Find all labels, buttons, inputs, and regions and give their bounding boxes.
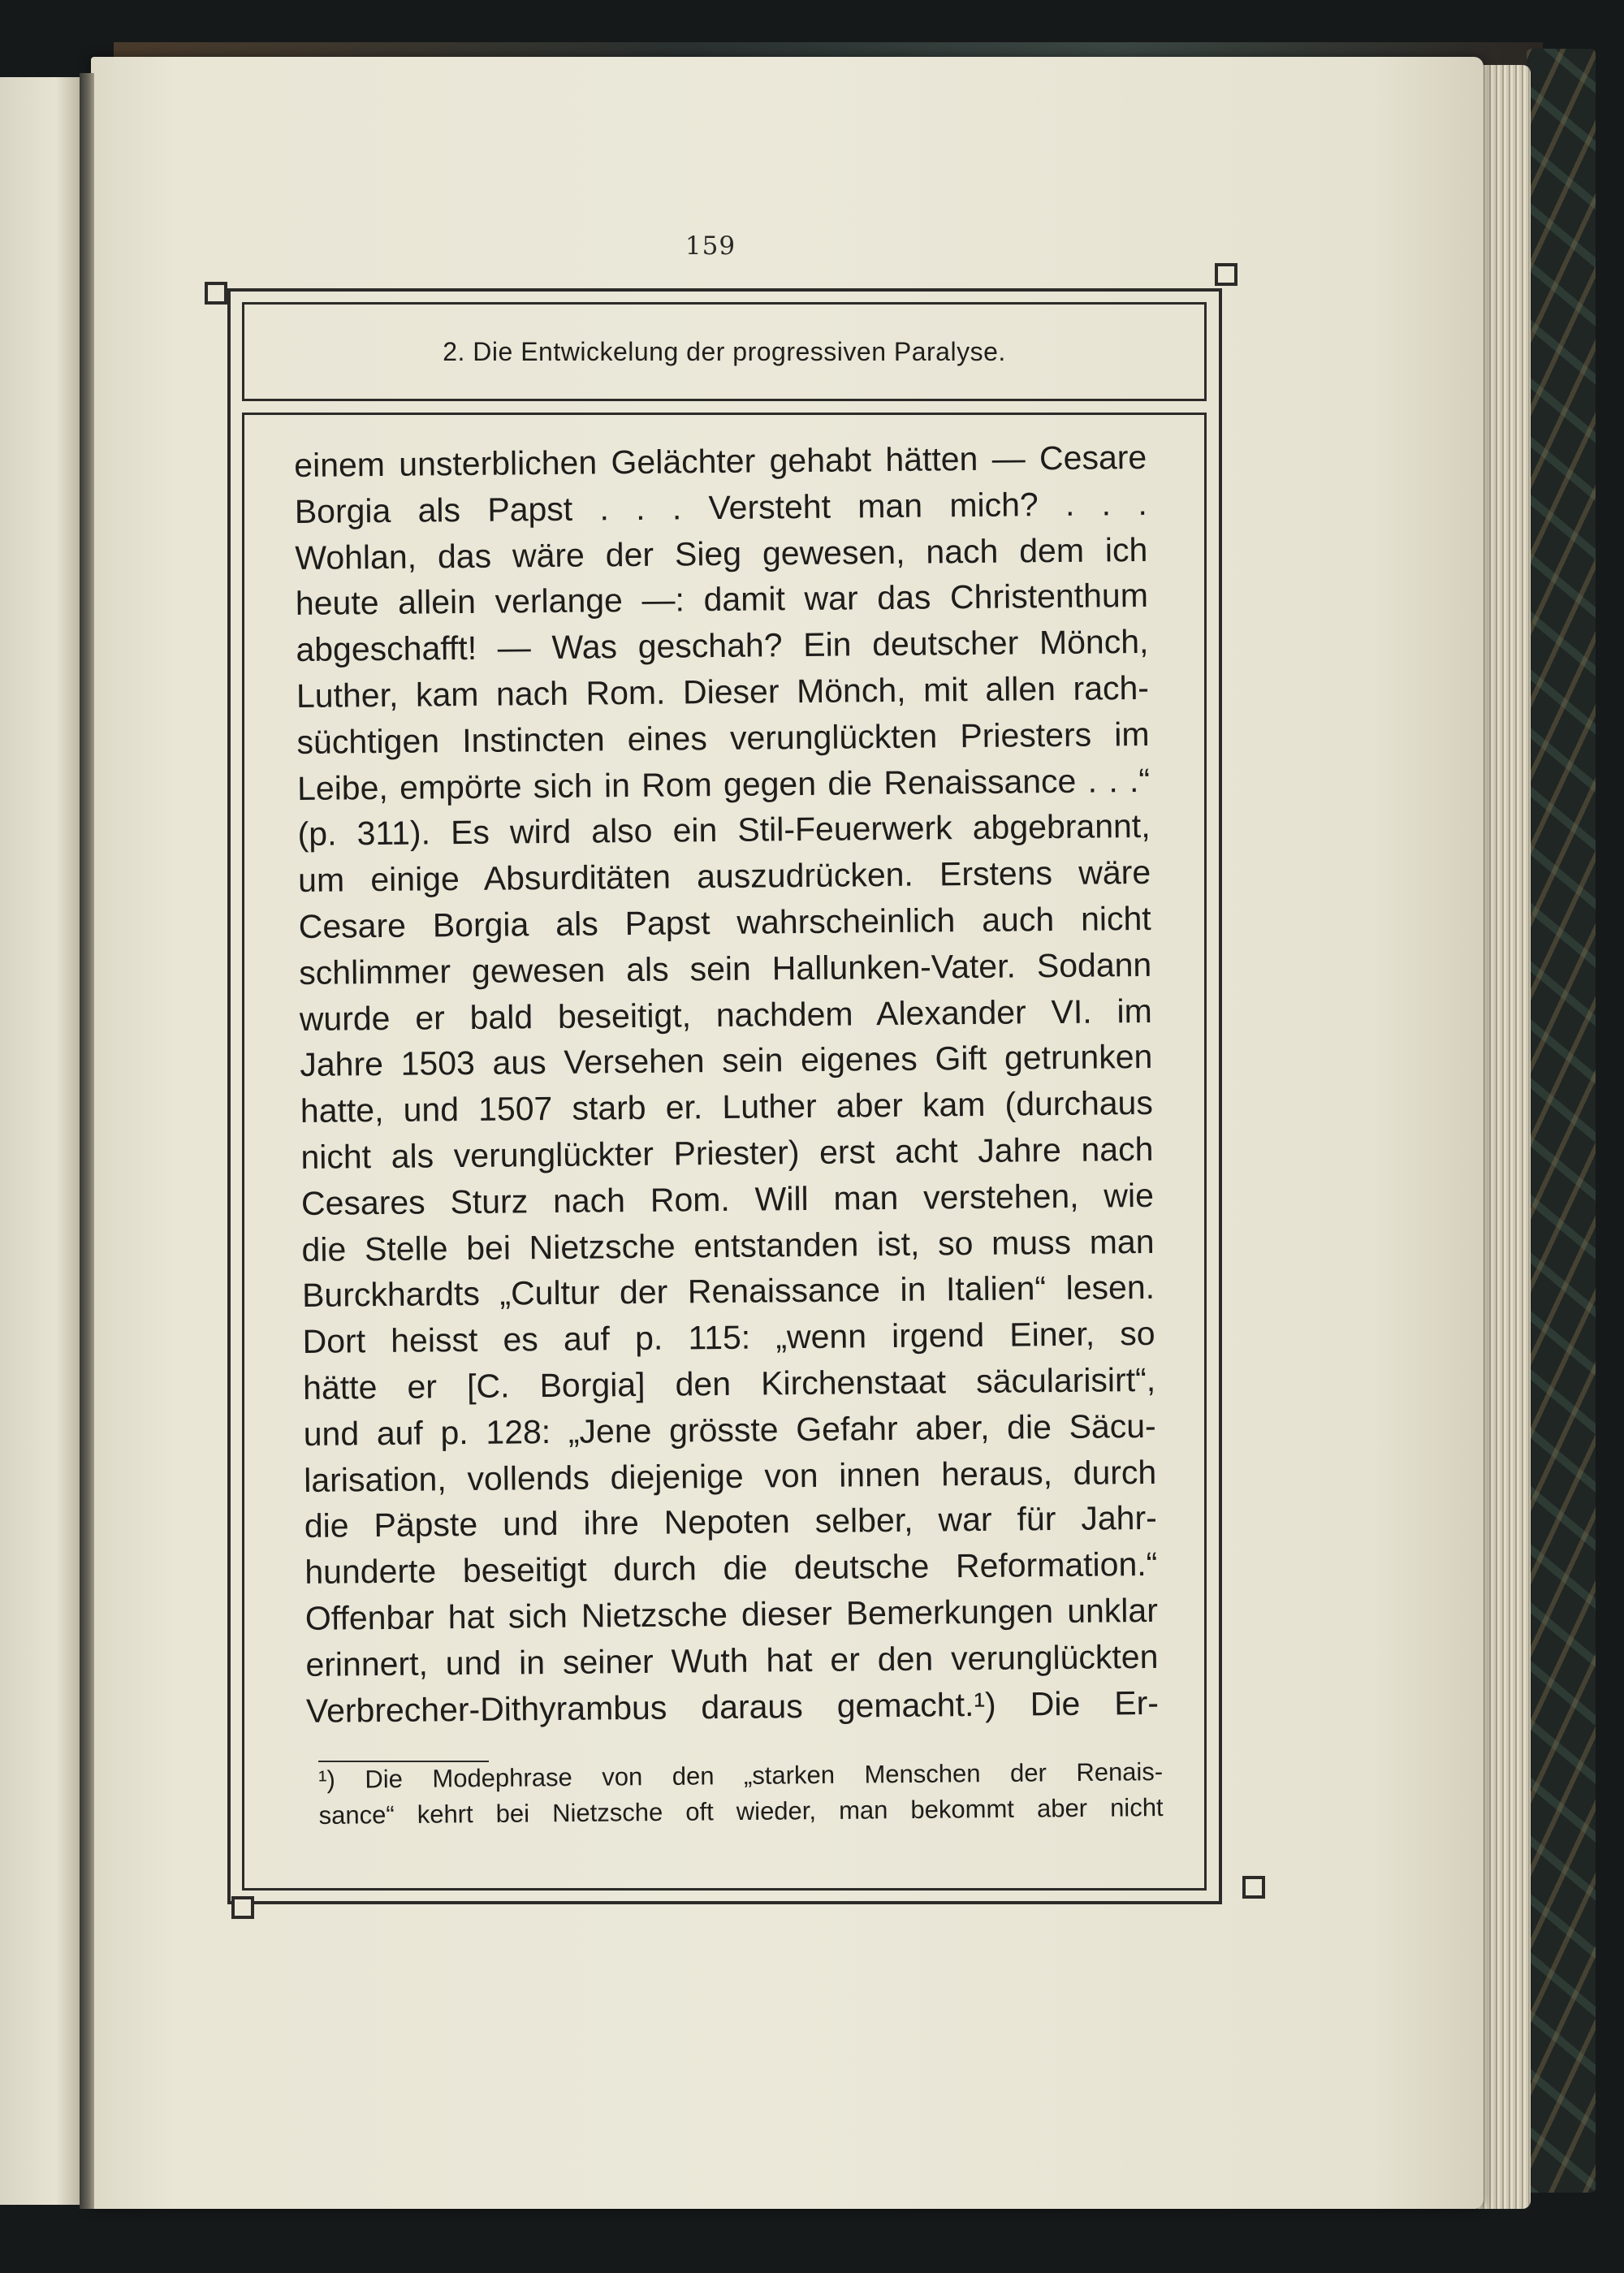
footnote-line: ¹) Die Modephrase von den „starken Menschen der Renais- [318,1757,1164,1794]
text-line: Burckhardts „Cultur der Renaissance in Italien“ lesen. [301,1268,1155,1315]
frame-corner-bottom-right [1242,1876,1265,1899]
text-line: (p. 311). Es wird also ein Stil-Feuerwerk abgebrannt, [297,807,1151,853]
text-line: Leibe, empörte sich in Rom gegen die Renaissance . . .“ [296,761,1151,807]
text-line: einem unsterblichen Gelächter gehabt hätten — Cesare [294,438,1147,484]
marbled-cover-edge [1527,49,1596,2193]
footnote [318,1754,1164,1834]
text-line: wurde er bald beseitigt, nachdem Alexander VI. im [299,992,1152,1038]
text-line: Offenbar hat sich Nietzsche dieser Bemerkungen unklar [304,1591,1159,1637]
frame-corner-top-right [1215,263,1237,286]
text-line: hunderte beseitigt durch die deutsche Reformation.“ [304,1545,1158,1592]
text-line: Dort heisst es auf p. 115: „wenn irgend Einer, so [302,1315,1155,1361]
text-line: nicht als verunglückter Priester) erst acht Jahre nach [300,1130,1154,1176]
text-line: erinnert, und in seiner Wuth hat er den verunglückten [305,1637,1159,1683]
text-line: hatte, und 1507 starb er. Luther aber kam (durchaus [300,1084,1154,1130]
text-line: larisation, vollends diejenige von innen heraus, durch [304,1453,1157,1499]
text-line: Wohlan, das wäre der Sieg gewesen, nach dem ich [295,530,1148,577]
frame-corner-top-left [205,282,227,305]
facing-page-left [0,77,80,2205]
text-line: Cesares Sturz nach Rom. Will man verstehen, wie [300,1176,1155,1222]
text-line: die Päpste und ihre Nepoten selber, war für Jahr- [304,1499,1157,1545]
text-line: schlimmer gewesen als sein Hallunken-Vater. Sodann [299,945,1152,992]
text-line: Luther, kam nach Rom. Dieser Mönch, mit allen rach- [296,668,1150,715]
text-line: süchtigen Instincten eines verunglückten Priesters im [296,715,1150,761]
footnote-line: sance“ kehrt bei Nietzsche oft wieder, man bekommt aber nicht [318,1793,1164,1830]
text-line: um einige Absurditäten auszudrücken. Erstens wäre [297,853,1151,900]
text-line: Jahre 1503 aus Versehen sein eigenes Gift getrunken [300,1038,1153,1084]
text-line: heute allein verlange —: damit war das Christenthum [295,577,1149,623]
text-line: abgeschafft! — Was geschah? Ein deutscher Mönch, [296,623,1149,669]
page-number: 159 [685,231,736,261]
text-line: Verbrecher-Dithyrambus daraus gemacht.¹) Die Er- [305,1683,1160,1730]
book-gutter [80,73,94,2209]
running-header: 2. Die Entwickelung der progressiven Paralyse. [443,336,1006,366]
body-text [294,434,1159,1734]
text-line: und auf p. 128: „Jene grösste Gefahr aber, die Säcu- [303,1407,1156,1453]
running-header-box [242,302,1207,401]
text-line: die Stelle bei Nietzsche entstanden ist, so muss man [301,1222,1155,1268]
text-line: Cesare Borgia als Papst wahrscheinlich auch nicht [298,899,1151,945]
frame-corner-bottom-left [231,1896,254,1919]
text-line: hätte er [C. Borgia] den Kirchenstaat säcularisirt“, [302,1360,1156,1407]
text-line: Borgia als Papst . . . Versteht man mich? . . . [294,484,1147,530]
